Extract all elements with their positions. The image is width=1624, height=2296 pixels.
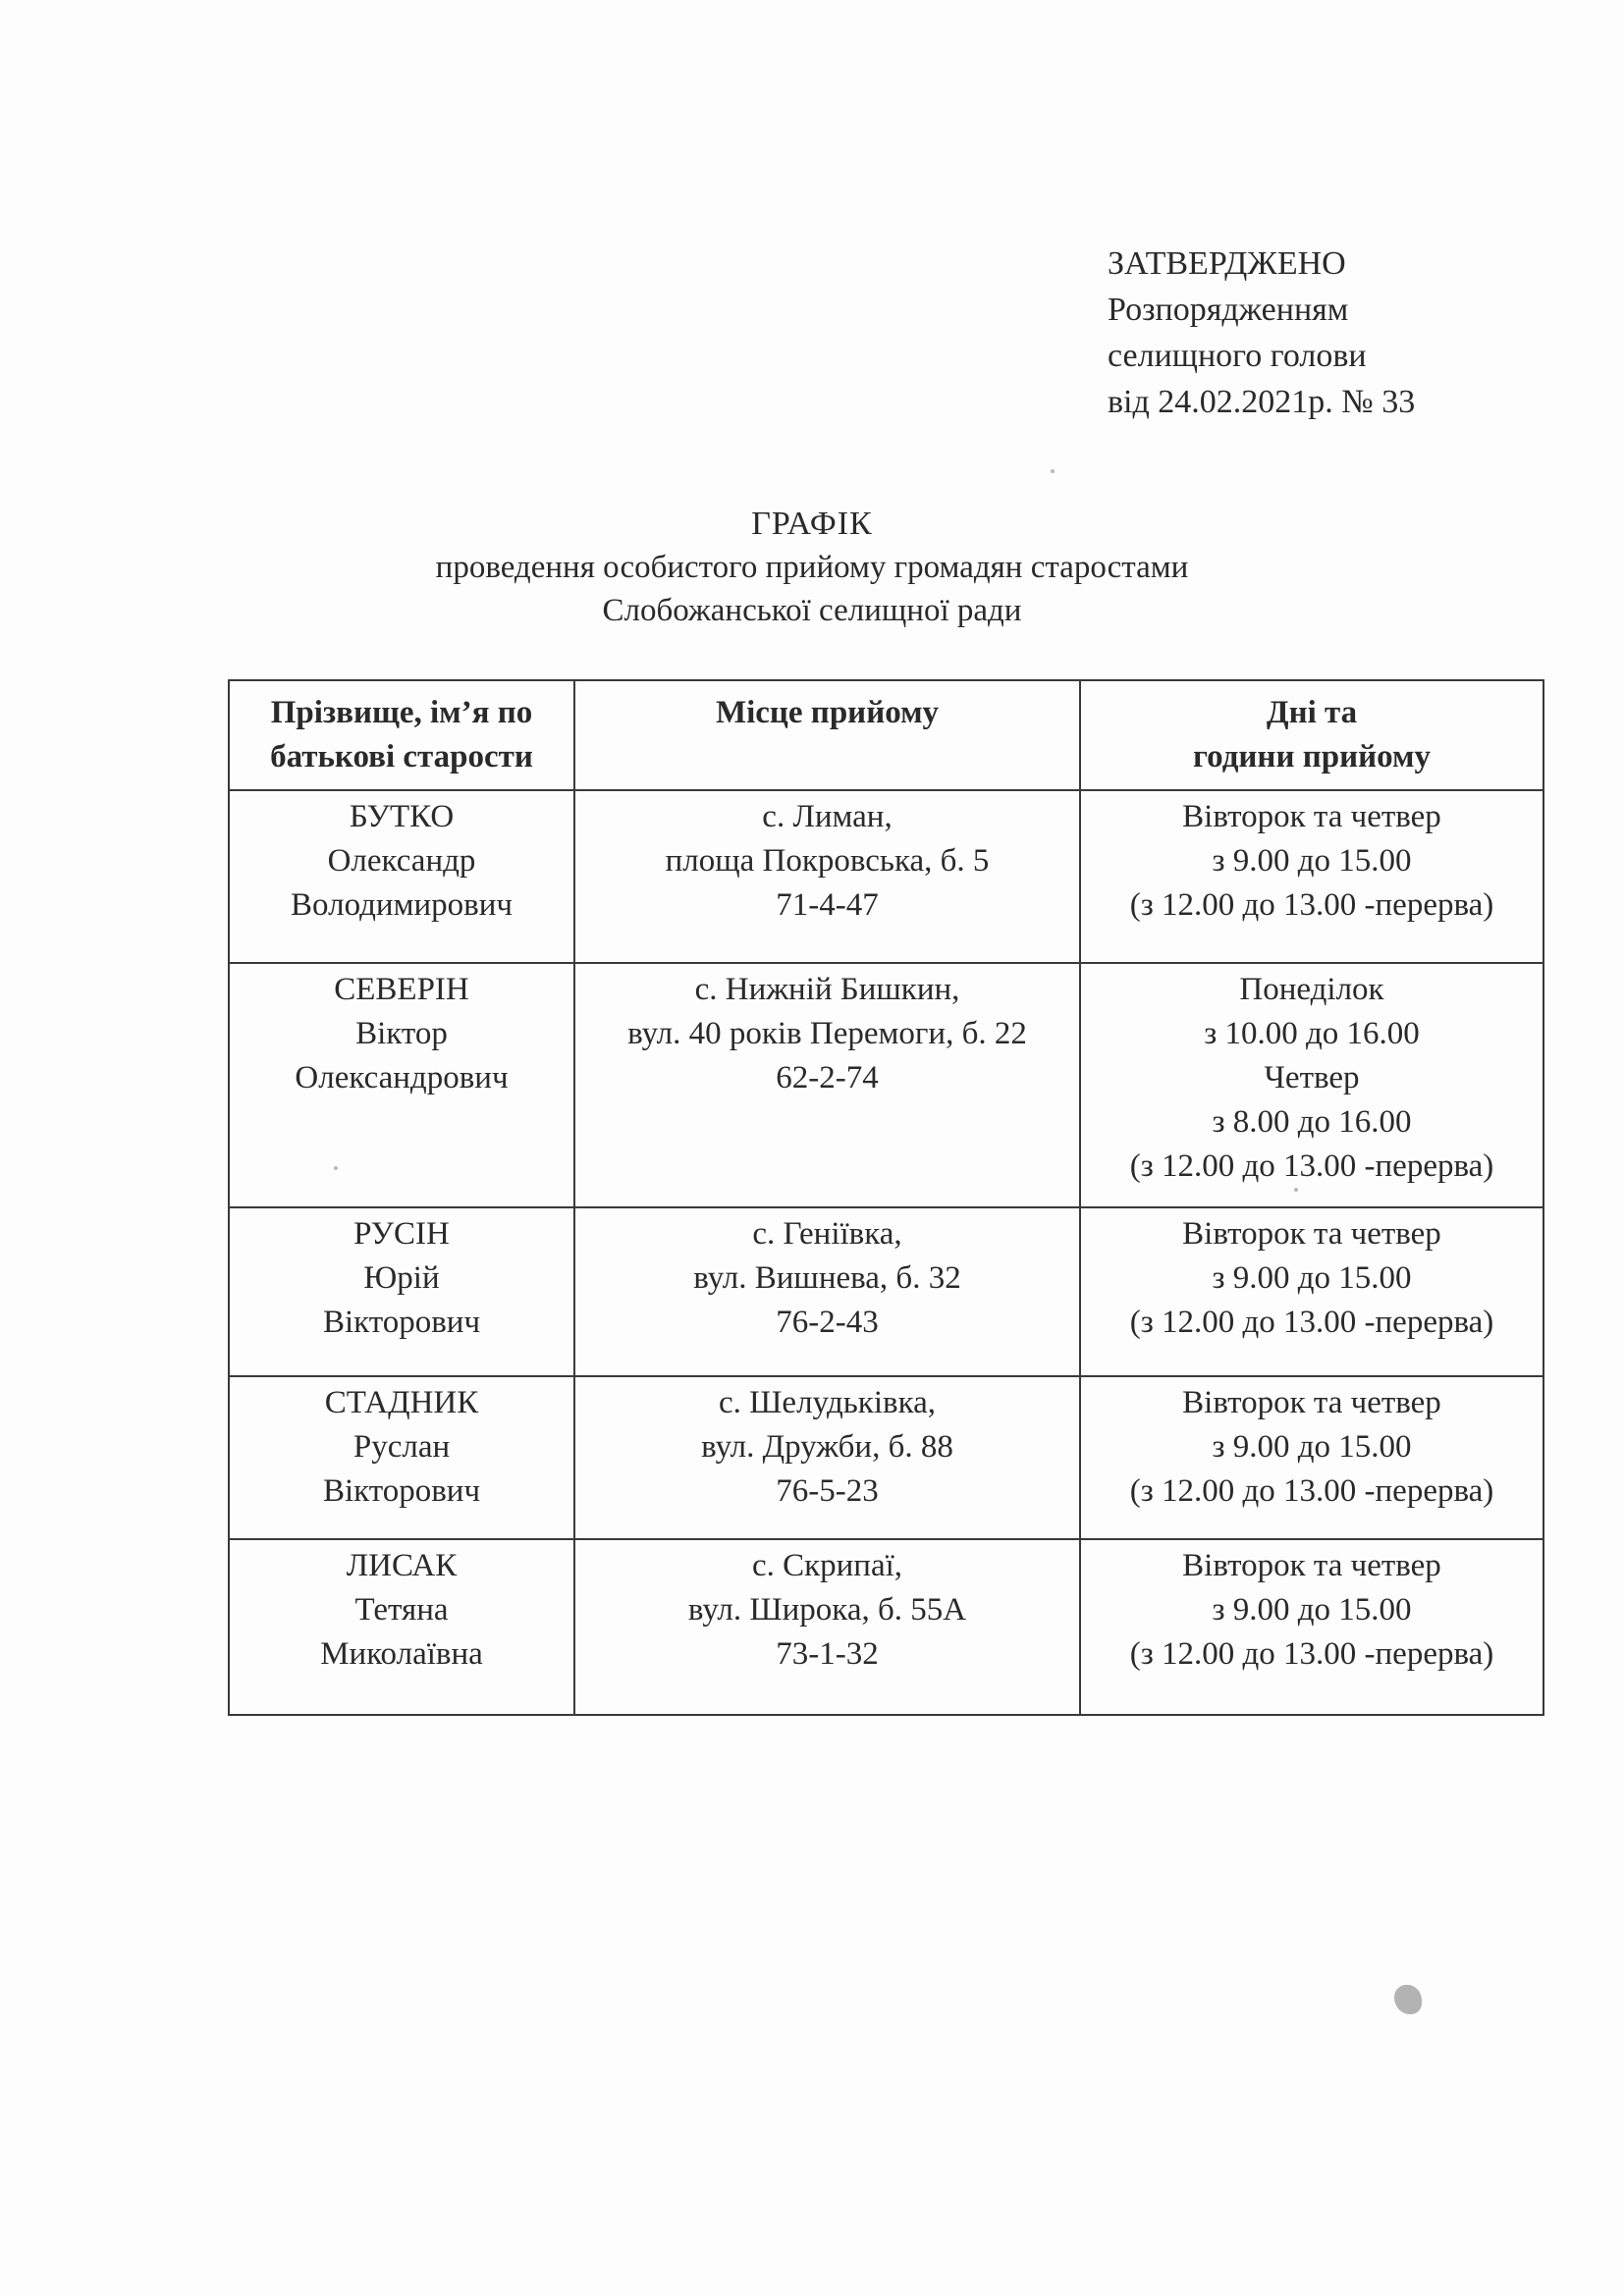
- table-row: [229, 963, 1543, 1207]
- place-line: вул. 40 років Перемоги, б. 22: [627, 1016, 1027, 1051]
- header-name-line: Прізвище, ім’я по: [270, 695, 533, 730]
- header-schedule-line: Дні та: [1266, 695, 1358, 730]
- header-schedule-line: години прийому: [1193, 739, 1431, 774]
- name-line: Вікторович: [322, 1305, 481, 1340]
- place-line: с. Скрипаї,: [751, 1548, 903, 1583]
- scan-speck: [1051, 469, 1055, 473]
- place-line: 71-4-47: [776, 887, 879, 923]
- place-line: с. Нижній Бишкин,: [694, 972, 960, 1007]
- schedule-line: Понеділок: [1239, 972, 1384, 1007]
- table-header-row: [229, 680, 1543, 790]
- schedule-line: (з 12.00 до 13.00 -перерва): [1129, 887, 1494, 923]
- schedule-line: (з 12.00 до 13.00 -перерва): [1129, 1473, 1494, 1509]
- cell-schedule: [1080, 1539, 1543, 1715]
- place-line: площа Покровська, б. 5: [665, 843, 990, 879]
- cell-name: [229, 1376, 574, 1539]
- place-line: с. Шелудьківка,: [718, 1385, 937, 1420]
- place-line: вул. Широка, б. 55А: [687, 1592, 967, 1628]
- schedule-line: з 9.00 до 15.00: [1212, 1429, 1412, 1465]
- cell-place: [574, 790, 1080, 963]
- schedule-line: Вівторок та четвер: [1182, 1216, 1441, 1252]
- scan-speck: [334, 1166, 338, 1170]
- title-heading: ГРАФІК: [751, 506, 873, 542]
- header-schedule: [1080, 680, 1543, 790]
- name-line: Віктор: [355, 1016, 448, 1051]
- schedule-line: (з 12.00 до 13.00 -перерва): [1129, 1636, 1494, 1672]
- approval-line-head: селищного голови: [1108, 338, 1367, 374]
- name-line: Олександрович: [295, 1060, 509, 1095]
- name-line: Юрій: [363, 1260, 440, 1296]
- approval-line-approved: ЗАТВЕРДЖЕНО: [1108, 245, 1346, 282]
- header-place: [574, 680, 1080, 790]
- reception-schedule-table: [228, 679, 1544, 1716]
- approval-line-order: Розпорядженням: [1108, 292, 1349, 328]
- place-line: 76-2-43: [776, 1305, 879, 1340]
- name-line: СЕВЕРІН: [334, 972, 469, 1007]
- cell-name: [229, 1207, 574, 1376]
- cell-name: [229, 1539, 574, 1715]
- schedule-line: (з 12.00 до 13.00 -перерва): [1129, 1305, 1494, 1340]
- cell-place: [574, 1539, 1080, 1715]
- approval-line-date: від 24.02.2021р. № 33: [1108, 384, 1416, 420]
- approval-stamp: [1108, 240, 1415, 425]
- cell-schedule: [1080, 963, 1543, 1207]
- scan-smudge: [1394, 1985, 1422, 2014]
- place-line: 76-5-23: [776, 1473, 879, 1509]
- title-council: Слобожанської селищної ради: [602, 593, 1022, 628]
- name-line: Руслан: [352, 1429, 451, 1465]
- name-line: Миколаївна: [320, 1636, 483, 1672]
- header-name-line: батькові старости: [270, 739, 533, 774]
- name-line: Олександр: [327, 843, 476, 879]
- schedule-line: з 9.00 до 15.00: [1212, 1592, 1412, 1628]
- name-line: РУСІН: [353, 1216, 450, 1252]
- place-line: с. Лиман,: [762, 799, 893, 834]
- name-line: Тетяна: [354, 1592, 449, 1628]
- place-line: вул. Дружби, б. 88: [701, 1429, 953, 1465]
- title-subtitle: проведення особистого прийому громадян старостами: [435, 550, 1189, 585]
- cell-schedule: [1080, 790, 1543, 963]
- place-line: 62-2-74: [776, 1060, 879, 1095]
- table-row: [229, 1207, 1543, 1376]
- document-title: [0, 503, 1624, 632]
- table-row: [229, 790, 1543, 963]
- name-line: СТАДНИК: [324, 1385, 479, 1420]
- header-place-line: Місце прийому: [715, 695, 940, 730]
- schedule-line: Вівторок та четвер: [1182, 799, 1441, 834]
- place-line: с. Генiївка,: [752, 1216, 902, 1252]
- table-row: [229, 1376, 1543, 1539]
- cell-name: [229, 963, 574, 1207]
- schedule-line: з 10.00 до 16.00: [1204, 1016, 1420, 1051]
- place-line: вул. Вишнева, б. 32: [693, 1260, 961, 1296]
- place-line: 73-1-32: [776, 1636, 879, 1672]
- name-line: ЛИСАК: [346, 1548, 458, 1583]
- cell-schedule: [1080, 1207, 1543, 1376]
- cell-place: [574, 1207, 1080, 1376]
- name-line: Вікторович: [322, 1473, 481, 1509]
- name-line: БУТКО: [349, 799, 455, 834]
- schedule-line: з 9.00 до 15.00: [1212, 843, 1412, 879]
- schedule-line: Вівторок та четвер: [1182, 1548, 1441, 1583]
- cell-place: [574, 963, 1080, 1207]
- schedule-line: (з 12.00 до 13.00 -перерва): [1129, 1148, 1494, 1184]
- header-name: [229, 680, 574, 790]
- schedule-line: Четвер: [1264, 1060, 1360, 1095]
- cell-place: [574, 1376, 1080, 1539]
- schedule-line: з 9.00 до 15.00: [1212, 1260, 1412, 1296]
- cell-schedule: [1080, 1376, 1543, 1539]
- table-row: [229, 1539, 1543, 1715]
- scan-speck: [1294, 1188, 1298, 1192]
- name-line: Володимирович: [291, 887, 513, 923]
- schedule-line: Вівторок та четвер: [1182, 1385, 1441, 1420]
- schedule-line: з 8.00 до 16.00: [1212, 1104, 1412, 1140]
- cell-name: [229, 790, 574, 963]
